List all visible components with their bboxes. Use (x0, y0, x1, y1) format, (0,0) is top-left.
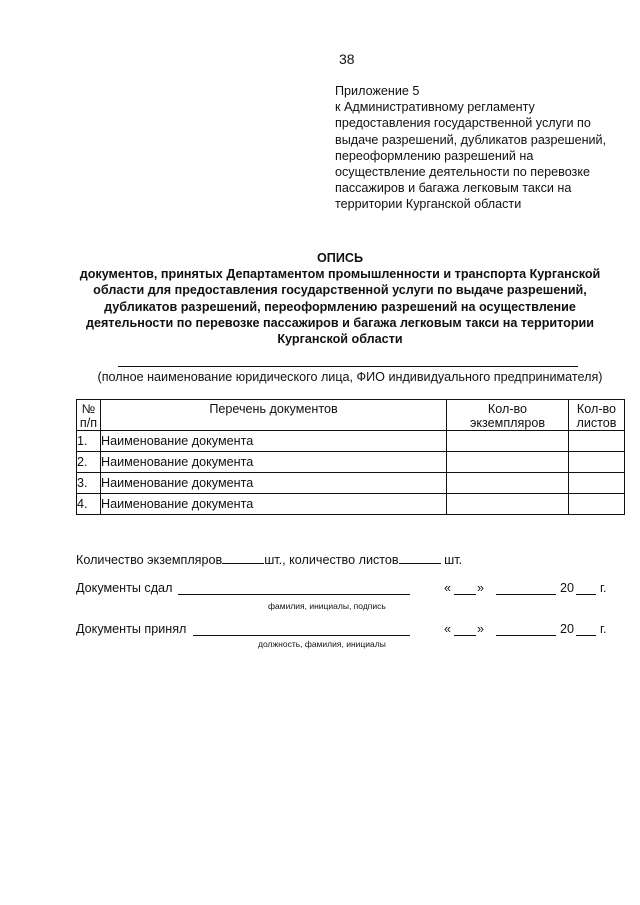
handed-label: Документы сдал (76, 581, 173, 595)
copies-unit: шт., количество листов (264, 553, 399, 567)
row-doc-name: Наименование документа (101, 494, 447, 515)
row-copies-cell[interactable] (447, 473, 569, 494)
handed-month-field[interactable] (496, 582, 556, 595)
copies-label: Количество экземпляров (76, 553, 223, 567)
appendix-line: предоставления государственной услуги по (335, 116, 591, 131)
received-year-prefix: 20 (560, 622, 575, 636)
received-row (76, 622, 616, 640)
row-sheets-cell[interactable] (569, 494, 625, 515)
table-header-row (77, 400, 625, 431)
appendix-line: осуществление деятельности по перевозке (335, 165, 590, 180)
handed-row (76, 581, 616, 599)
received-signature-field[interactable] (193, 623, 410, 636)
quantity-line (76, 551, 462, 567)
received-caption: должность, фамилия, инициалы (258, 639, 386, 649)
received-quote-open: « (444, 622, 452, 636)
row-doc-name: Наименование документа (101, 431, 447, 452)
handed-day-field[interactable] (454, 582, 476, 595)
table-row (77, 452, 625, 473)
row-sheets-cell[interactable] (569, 473, 625, 494)
handed-year-suffix: г. (600, 581, 607, 595)
title-line: документов, принятых Департаментом промышленности и транспорта Курганской (79, 267, 601, 282)
sheets-count-field[interactable] (399, 551, 441, 564)
row-doc-name: Наименование документа (101, 473, 447, 494)
row-copies-cell[interactable] (447, 452, 569, 473)
row-num: 4. (77, 494, 101, 515)
title-heading: ОПИСЬ (316, 251, 364, 265)
appendix-line: пассажиров и багажа легковым такси на (335, 181, 572, 196)
received-day-field[interactable] (454, 623, 476, 636)
sheets-unit: шт. (444, 553, 463, 567)
document-title (60, 250, 620, 347)
received-quote-close: » (477, 622, 485, 636)
table-row (77, 494, 625, 515)
header-copies: Кол-во экземпляров (447, 400, 569, 431)
appendix-block (335, 83, 635, 213)
row-sheets-cell[interactable] (569, 431, 625, 452)
handed-year-prefix: 20 (560, 581, 575, 595)
org-name-caption: (полное наименование юридического лица, ФИО индивидуального предпринимателя) (97, 370, 603, 384)
handed-caption: фамилия, инициалы, подпись (268, 601, 386, 611)
handed-quote-close: » (477, 581, 485, 595)
documents-table (76, 399, 625, 515)
header-list: Перечень документов (101, 400, 447, 431)
row-copies-cell[interactable] (447, 431, 569, 452)
row-num: 2. (77, 452, 101, 473)
page-number: 38 (339, 51, 355, 67)
table-row (77, 431, 625, 452)
row-num: 3. (77, 473, 101, 494)
received-label: Документы принял (76, 622, 187, 636)
row-num: 1. (77, 431, 101, 452)
row-sheets-cell[interactable] (569, 452, 625, 473)
row-copies-cell[interactable] (447, 494, 569, 515)
handed-signature-field[interactable] (178, 582, 410, 595)
row-doc-name: Наименование документа (101, 452, 447, 473)
received-year-suffix: г. (600, 622, 607, 636)
appendix-line: переоформлению разрешений на (335, 148, 534, 163)
title-line: дубликатов разрешений, переоформлению разрешений на осуществление (104, 299, 576, 314)
appendix-line: выдаче разрешений, дубликатов разрешений, (335, 132, 607, 147)
received-month-field[interactable] (496, 623, 556, 636)
received-year-field[interactable] (576, 623, 596, 636)
title-line: деятельности по перевозке пассажиров и багажа легковым такси на территории (85, 315, 595, 330)
title-line: Курганской области (277, 332, 403, 347)
handed-quote-open: « (444, 581, 452, 595)
handed-year-field[interactable] (576, 582, 596, 595)
appendix-line: Приложение 5 (335, 84, 420, 98)
header-sheets: Кол-во листов (569, 400, 625, 431)
table-row (77, 473, 625, 494)
appendix-line: территории Курганской области (335, 197, 522, 212)
header-num: № п/п (77, 400, 101, 431)
appendix-line: к Административному регламенту (335, 100, 535, 115)
title-line: области для предоставления государственной услуги по выдаче разрешений, (93, 283, 587, 298)
org-name-field[interactable] (118, 366, 578, 367)
copies-count-field[interactable] (222, 551, 264, 564)
